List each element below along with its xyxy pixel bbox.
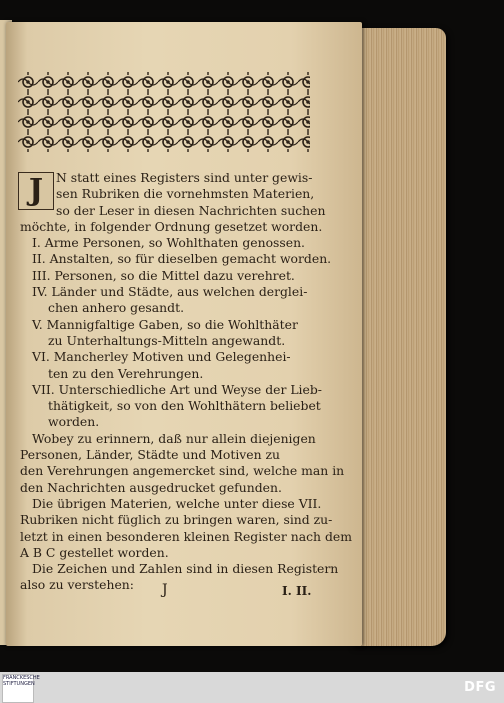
dfg-logo[interactable]: DFG [464,680,496,695]
text-line: letzt in einen besonderen kleinen Register nach dem [20,528,352,544]
drop-cap-initial: J [18,172,54,210]
list-item-continuation: zu Unterhaltungs-Mitteln angewandt. [48,332,286,348]
text-line: Die Zeichen und Zahlen sind in diesen Registern [32,561,339,577]
list-item: II. Anstalten, so für dieselben gemacht worden. [32,251,332,267]
list-item-continuation: worden. [48,414,100,430]
list-item: VI. Mancherley Motiven und Gelegenhei- [32,349,291,365]
list-item-continuation: chen anhero gesandt. [48,300,185,316]
text-line: A B C gestellet worden. [20,544,169,560]
text-line: Personen, Länder, Städte und Motiven zu [20,447,281,463]
list-item: IV. Länder und Städte, aus welchen derglei- [32,284,308,300]
institution-logo-text: FRANCKESCHE STIFTUNGEN [3,675,40,687]
text-line: Die übrigen Materien, welche unter diese VII. [32,495,322,511]
list-item-continuation: thätigkeit, so von den Wohlthätern beliebet [48,398,321,414]
list-item-continuation: ten zu den Verehrungen. [48,365,204,381]
institution-logo[interactable] [2,674,40,703]
text-line: Wobey zu erinnern, daß nur allein diejenigen [32,430,316,446]
decorative-ornament-band [18,72,310,152]
text-line: also zu verstehen: [20,577,134,593]
text-line: Rubriken nicht füglich zu bringen waren, sind zu- [20,512,333,528]
list-item: VII. Unterschiedliche Art und Weyse der Lieb- [32,381,322,397]
list-item: V. Mannigfaltige Gaben, so die Wohlthäter [32,316,298,332]
text-line: den Verehrungen angemercket sind, welche man in [20,463,345,479]
book-page-edges [352,28,446,646]
viewer-footer-bar [0,672,504,703]
text-line: sen Rubriken die vornehmsten Materien, [56,186,315,202]
text-line: den Nachrichten ausgedrucket gefunden. [20,479,282,495]
catchword: I. II. [282,584,312,598]
text-line: so der Leser in diesen Nachrichten suchen [56,202,326,218]
text-line: N statt eines Registers sind unter gewis- [56,170,313,185]
text-line: möchte, in folgender Ordnung gesetzet worden. [20,218,323,234]
signature-mark: J [162,582,168,598]
list-item: III. Personen, so die Mittel dazu verehret. [32,267,295,283]
list-item: I. Arme Personen, so Wohlthaten genossen. [32,235,305,251]
page-body-text [20,170,352,594]
